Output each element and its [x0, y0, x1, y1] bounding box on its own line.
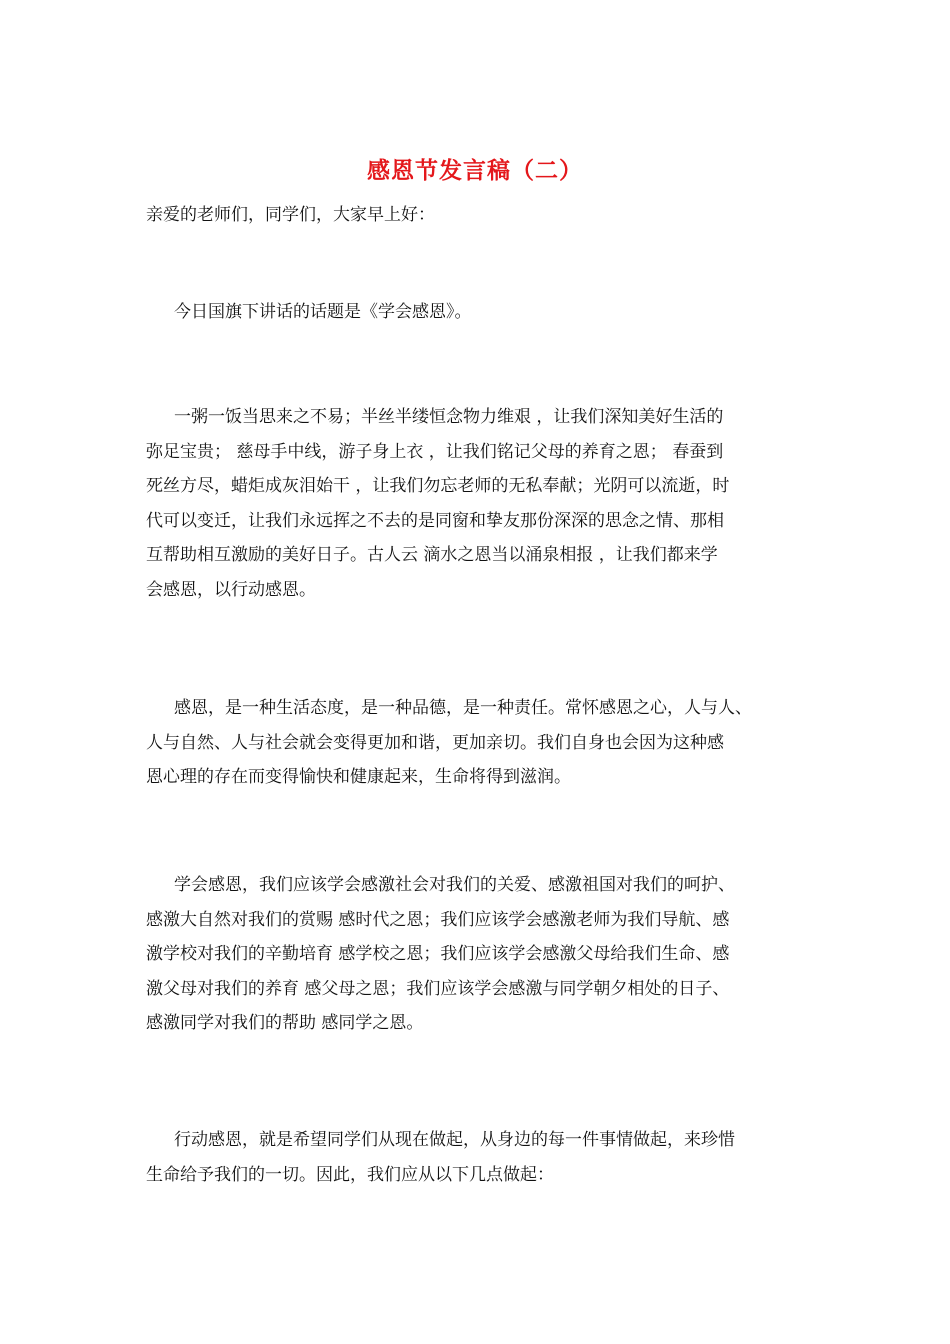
- paragraph-attitude: [146, 691, 826, 795]
- paragraph-line: 感激同学对我们的帮助 感同学之恩。: [146, 1013, 424, 1033]
- paragraph-topic: [146, 295, 826, 330]
- paragraph-line: 一粥一饭当思来之不易；半丝半缕恒念物力维艰 ，让我们深知美好生活的: [174, 407, 724, 427]
- paragraph-line: 激父母对我们的养育 感父母之恩；我们应该学会感激与同学朝夕相处的日子、: [146, 978, 730, 999]
- paragraph-line: 学会感恩，我们应该学会感激社会对我们的关爱、感激祖国对我们的呵护、: [174, 875, 735, 895]
- paragraph-learn-gratitude: [146, 868, 826, 1041]
- paragraph-gratitude-verses: [146, 400, 826, 607]
- paragraph-line: 死丝方尽，蜡炬成灰泪始干 ，让我们勿忘老师的无私奉献；光阴可以流逝，时: [146, 476, 730, 496]
- salutation: 亲爱的老师们，同学们，大家早上好：: [146, 205, 435, 225]
- paragraph-line: 激学校对我们的辛勤培育 感学校之恩；我们应该学会感激父母给我们生命、感: [146, 944, 730, 964]
- paragraph-line: 感激大自然对我们的赏赐 感时代之恩；我们应该学会感激老师为我们导航、感: [146, 909, 730, 930]
- paragraph-line: 感恩，是一种生活态度，是一种品德，是一种责任。常怀感恩之心，人与人、: [174, 698, 752, 718]
- paragraph-line: 会感恩，以行动感恩。: [146, 579, 316, 600]
- paragraph-action: [146, 1123, 826, 1192]
- paragraph-line: 代可以变迁，让我们永远挥之不去的是同窗和挚友那份深深的思念之情、那相: [146, 510, 724, 531]
- paragraph-line: 今日国旗下讲话的话题是《学会感恩》。: [174, 302, 472, 322]
- paragraph-line: 人与自然、人与社会就会变得更加和谐，更加亲切。我们自身也会因为这种感: [146, 732, 724, 753]
- paragraph-line: 恩心理的存在而变得愉快和健康起来，生命将得到滋润。: [146, 767, 571, 787]
- document-title: 感恩节发言稿（二）: [367, 157, 583, 184]
- paragraph-line: 弥足宝贵； 慈母手中线，游子身上衣 ，让我们铭记父母的养育之恩； 春蚕到: [146, 441, 724, 462]
- paragraph-line: 生命给予我们的一切。因此，我们应从以下几点做起：: [146, 1164, 554, 1185]
- paragraph-line: 互帮助相互激励的美好日子。古人云 滴水之恩当以涌泉相报 ，让我们都来学: [146, 545, 718, 565]
- paragraph-line: 行动感恩，就是希望同学们从现在做起，从身边的每一件事情做起，来珍惜: [174, 1130, 735, 1150]
